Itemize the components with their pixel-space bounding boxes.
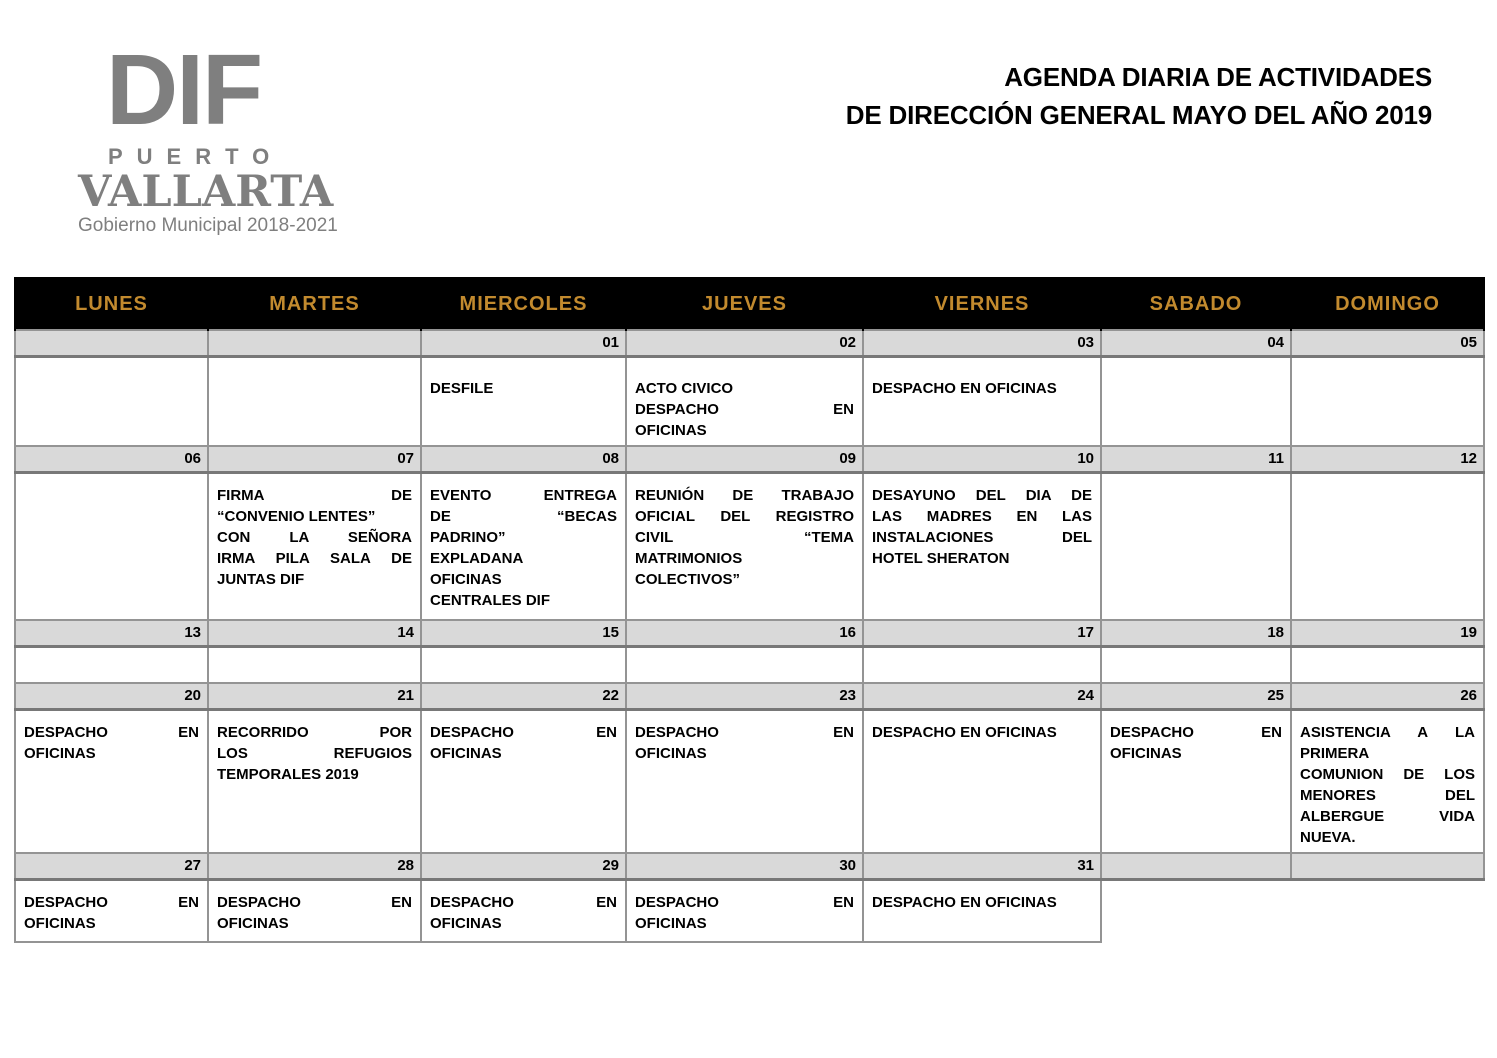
logo-dif-text: DIF xyxy=(106,34,262,146)
calendar-event-cell xyxy=(1101,646,1291,683)
calendar-event-cell xyxy=(421,357,626,447)
page-title-line2: DE DIRECCIÓN GENERAL MAYO DEL AÑO 2019 xyxy=(845,100,1432,130)
event-text-line: OFICINAS xyxy=(635,422,707,439)
event-text-line: ACTO CIVICO xyxy=(635,380,734,397)
day-number-cell: 07 xyxy=(208,446,421,473)
event-text-line: JUNTAS DIF xyxy=(217,571,305,588)
event-text-line: DESPACHO EN OFICINAS xyxy=(872,380,1057,397)
event-text-line: DESPACHO EN xyxy=(635,724,854,741)
event-text-line: “CONVENIO LENTES” xyxy=(217,508,376,525)
calendar-event-cell xyxy=(626,710,863,854)
calendar-event-cell xyxy=(421,710,626,854)
logo-puerto-text: PUERTO xyxy=(108,144,284,169)
calendar-event-cell xyxy=(626,646,863,683)
calendar-event-cell xyxy=(863,357,1101,447)
events-row xyxy=(15,473,1484,620)
dif-puerto-vallarta-logo xyxy=(78,34,338,237)
day-number-cell: 02 xyxy=(626,330,863,357)
day-number-cell: 19 xyxy=(1291,620,1484,647)
weekday-header-jueves: JUEVES xyxy=(626,278,863,330)
event-text-line: OFICINAS xyxy=(1110,745,1182,762)
day-number-cell: 01 xyxy=(421,330,626,357)
calendar-event-cell xyxy=(1101,710,1291,854)
event-text-line: IRMA PILA SALA DE xyxy=(217,550,412,567)
event-text-line: EXPLADANA xyxy=(430,550,524,567)
calendar-event-cell xyxy=(421,646,626,683)
calendar-event-cell xyxy=(208,710,421,854)
calendar-event-cell xyxy=(1101,357,1291,447)
event-text-line: COMUNION DE LOS xyxy=(1300,766,1475,783)
weekday-header-miercoles: MIERCOLES xyxy=(421,278,626,330)
day-number-cell: 15 xyxy=(421,620,626,647)
day-number-cell: 29 xyxy=(421,853,626,880)
calendar-event-cell xyxy=(863,473,1101,620)
calendar-event-cell xyxy=(15,646,208,683)
event-text-line: OFICINAS xyxy=(635,915,707,932)
day-number-cell xyxy=(15,330,208,357)
day-number-cell: 22 xyxy=(421,683,626,710)
logo-vallarta-text: VALLARTA xyxy=(78,167,334,217)
day-number-cell: 18 xyxy=(1101,620,1291,647)
event-text-line: INSTALACIONES DEL xyxy=(872,529,1092,546)
page-title xyxy=(846,58,1432,134)
day-number-cell: 10 xyxy=(863,446,1101,473)
event-text-line: MENORES DEL xyxy=(1300,787,1475,804)
event-text-line: PRIMERA xyxy=(1300,745,1370,762)
weekday-header-lunes: LUNES xyxy=(15,278,208,330)
page-title-line1: AGENDA DIARIA DE ACTIVIDADES xyxy=(1004,62,1432,92)
event-text-line: OFICINAS xyxy=(24,745,96,762)
event-text-line: CON LA SEÑORA xyxy=(217,529,412,546)
event-text-line: ALBERGUE VIDA xyxy=(1300,808,1475,825)
calendar-event-cell xyxy=(15,357,208,447)
event-text-line: DESPACHO EN xyxy=(24,724,199,741)
event-text-line: DESPACHO EN OFICINAS xyxy=(872,894,1057,911)
day-number-cell: 17 xyxy=(863,620,1101,647)
event-text-line: EVENTO ENTREGA xyxy=(430,487,617,504)
event-text-line: FIRMA DE xyxy=(217,487,412,504)
day-number-cell: 31 xyxy=(863,853,1101,880)
event-text-line: DESPACHO EN xyxy=(635,401,854,418)
event-text-line: RECORRIDO POR xyxy=(217,724,412,741)
event-text-line: DESPACHO EN xyxy=(430,894,617,911)
event-text-line: COLECTIVOS” xyxy=(635,571,741,588)
event-text-line: DESPACHO EN xyxy=(635,894,854,911)
weekday-header-martes: MARTES xyxy=(208,278,421,330)
event-text-line: OFICINAS xyxy=(430,915,502,932)
event-text-line: CENTRALES DIF xyxy=(430,592,550,609)
day-number-row xyxy=(15,330,1484,357)
events-row xyxy=(15,710,1484,854)
day-number-cell: 16 xyxy=(626,620,863,647)
calendar-table xyxy=(14,277,1485,943)
weekday-header-viernes: VIERNES xyxy=(863,278,1101,330)
weekday-header-sabado: SABADO xyxy=(1101,278,1291,330)
events-row xyxy=(15,357,1484,447)
calendar-event-cell xyxy=(1101,473,1291,620)
events-row xyxy=(15,880,1484,942)
event-text-line: OFICINAS xyxy=(430,745,502,762)
event-text-line: MATRIMONIOS xyxy=(635,550,743,567)
calendar-event-cell xyxy=(421,880,626,942)
day-number-cell: 04 xyxy=(1101,330,1291,357)
day-number-row xyxy=(15,620,1484,647)
event-text-line: REUNIÓN DE TRABAJO xyxy=(635,487,854,504)
event-text-line: DESPACHO EN xyxy=(1110,724,1282,741)
day-number-cell: 09 xyxy=(626,446,863,473)
day-number-cell xyxy=(1101,853,1291,880)
calendar-event-cell xyxy=(626,473,863,620)
events-row xyxy=(15,646,1484,683)
calendar-event-cell xyxy=(15,710,208,854)
event-text-line: OFICINAS xyxy=(430,571,502,588)
day-number-cell: 03 xyxy=(863,330,1101,357)
event-text-line: OFICIAL DEL REGISTRO xyxy=(635,508,854,525)
day-number-cell: 25 xyxy=(1101,683,1291,710)
event-text-line: HOTEL SHERATON xyxy=(872,550,1010,567)
calendar-event-cell xyxy=(208,646,421,683)
calendar-event-cell xyxy=(15,473,208,620)
weekday-header-domingo: DOMINGO xyxy=(1291,278,1484,330)
event-text-line: LAS MADRES EN LAS xyxy=(872,508,1092,525)
event-text-line: DE “BECAS xyxy=(430,508,617,525)
day-number-row xyxy=(15,683,1484,710)
day-number-cell: 28 xyxy=(208,853,421,880)
day-number-cell: 11 xyxy=(1101,446,1291,473)
calendar-event-cell xyxy=(863,880,1101,942)
calendar-event-cell xyxy=(863,710,1101,854)
calendar-event-cell xyxy=(1291,646,1484,683)
event-text-line: DESAYUNO DEL DIA DE xyxy=(872,487,1092,504)
day-number-cell: 12 xyxy=(1291,446,1484,473)
calendar-event-cell xyxy=(626,357,863,447)
day-number-cell xyxy=(1291,853,1484,880)
calendar-event-cell xyxy=(15,880,208,942)
event-text-line: DESPACHO EN xyxy=(24,894,199,911)
day-number-cell xyxy=(208,330,421,357)
event-text-line: DESPACHO EN xyxy=(430,724,617,741)
calendar-event-cell xyxy=(626,880,863,942)
event-text-line: PADRINO” xyxy=(430,529,506,546)
event-text-line: CIVIL “TEMA xyxy=(635,529,854,546)
event-text-line: DESPACHO EN OFICINAS xyxy=(872,724,1057,741)
day-number-cell: 26 xyxy=(1291,683,1484,710)
day-number-cell: 13 xyxy=(15,620,208,647)
empty-area xyxy=(1291,880,1484,942)
calendar xyxy=(14,277,1483,943)
calendar-event-cell xyxy=(208,357,421,447)
calendar-event-cell xyxy=(1291,357,1484,447)
weekday-header-row xyxy=(15,278,1484,330)
event-text-line: OFICINAS xyxy=(217,915,289,932)
event-text-line: DESFILE xyxy=(430,380,494,397)
day-number-cell: 21 xyxy=(208,683,421,710)
event-text-line: ASISTENCIA A LA xyxy=(1300,724,1475,741)
day-number-cell: 27 xyxy=(15,853,208,880)
day-number-cell: 23 xyxy=(626,683,863,710)
calendar-event-cell xyxy=(1291,710,1484,854)
day-number-cell: 06 xyxy=(15,446,208,473)
day-number-cell: 20 xyxy=(15,683,208,710)
calendar-event-cell xyxy=(208,473,421,620)
empty-area xyxy=(1101,880,1291,942)
event-text-line: DESPACHO EN xyxy=(217,894,412,911)
day-number-cell: 30 xyxy=(626,853,863,880)
calendar-event-cell xyxy=(863,646,1101,683)
event-text-line: NUEVA. xyxy=(1300,829,1356,846)
event-text-line: OFICINAS xyxy=(635,745,707,762)
calendar-event-cell xyxy=(208,880,421,942)
day-number-cell: 24 xyxy=(863,683,1101,710)
logo-government-subtitle: Gobierno Municipal 2018-2021 xyxy=(78,215,338,236)
calendar-event-cell xyxy=(421,473,626,620)
calendar-event-cell xyxy=(1291,473,1484,620)
event-text-line: TEMPORALES 2019 xyxy=(217,766,359,783)
day-number-cell: 08 xyxy=(421,446,626,473)
day-number-cell: 05 xyxy=(1291,330,1484,357)
day-number-cell: 14 xyxy=(208,620,421,647)
day-number-row xyxy=(15,446,1484,473)
event-text-line: OFICINAS xyxy=(24,915,96,932)
event-text-line: LOS REFUGIOS xyxy=(217,745,412,762)
day-number-row xyxy=(15,853,1484,880)
